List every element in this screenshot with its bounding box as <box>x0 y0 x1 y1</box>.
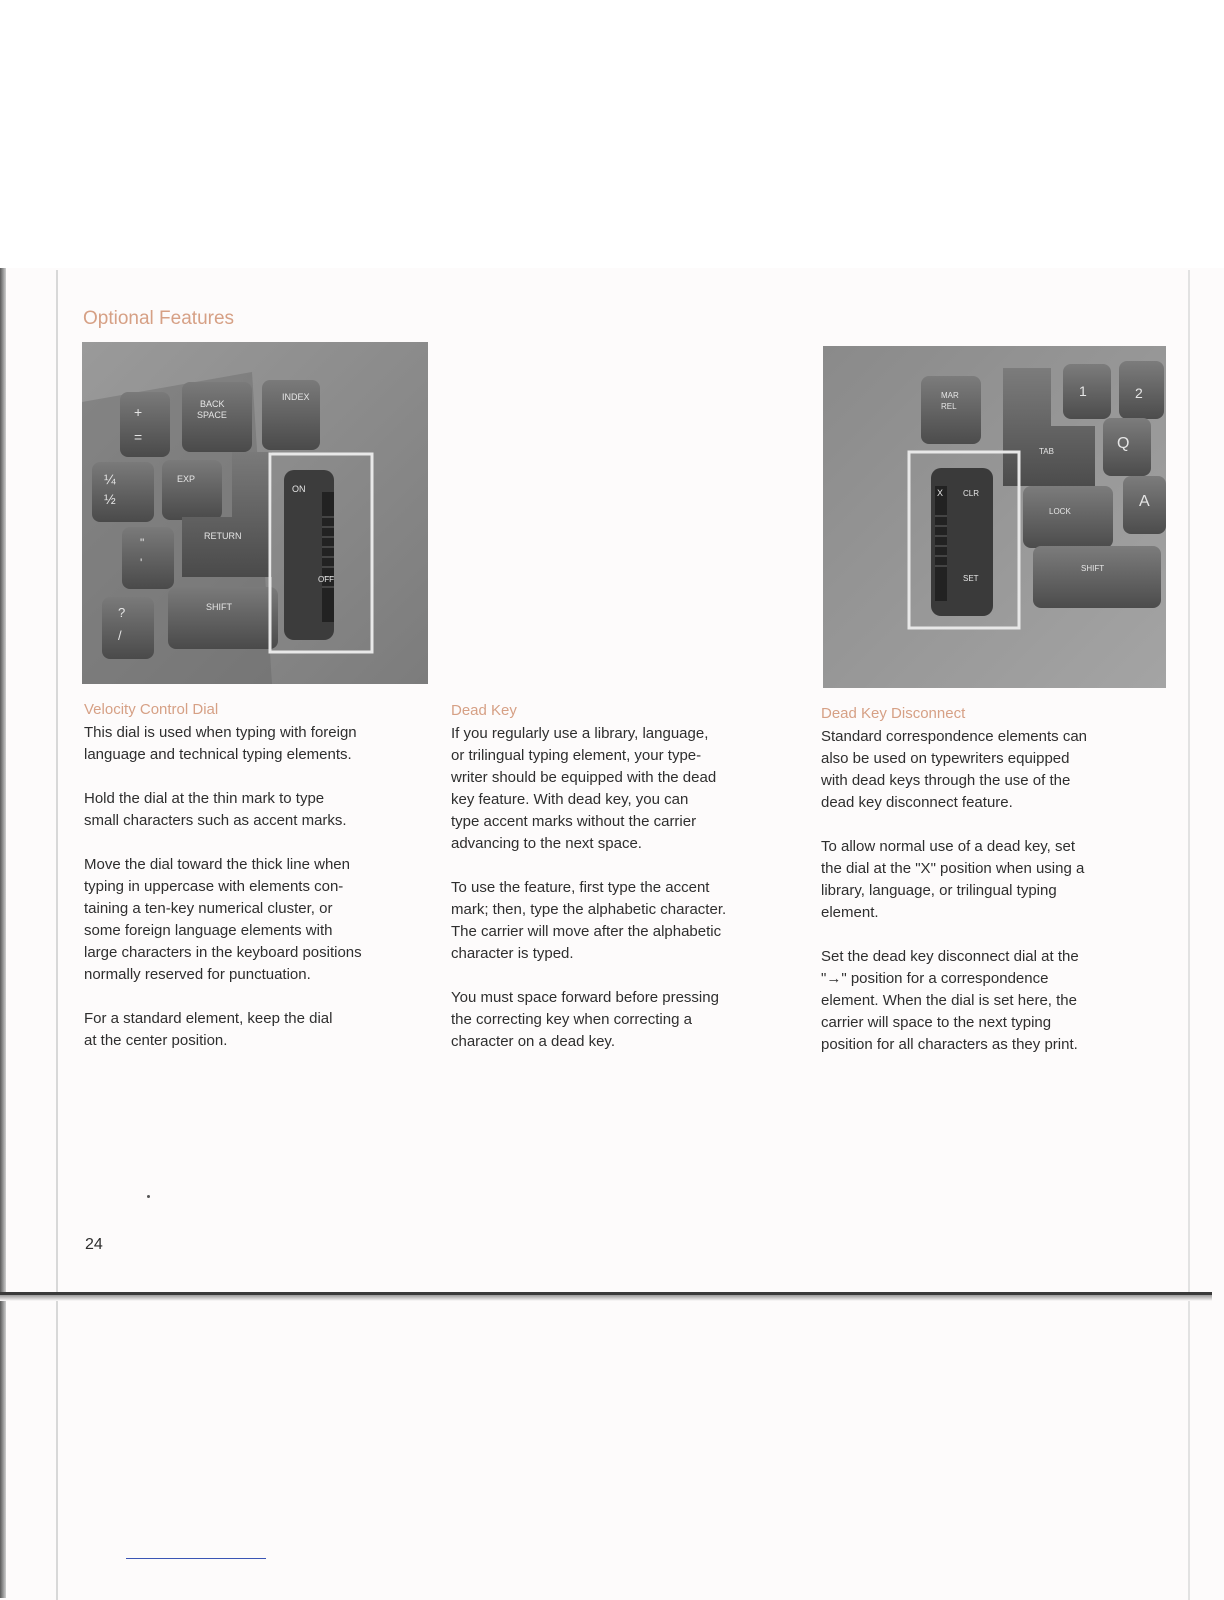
velocity-paragraph: Hold the dial at the thin mark to type small characters such as accent marks. <box>84 790 347 829</box>
dead-key-disconnect-photo <box>823 346 1166 688</box>
key-shift <box>168 587 278 649</box>
key-two <box>1119 361 1164 419</box>
footer-underline <box>126 1558 266 1559</box>
svg-text:': ' <box>140 556 143 570</box>
section-title: Optional Features <box>83 308 235 329</box>
key-exp <box>162 460 222 520</box>
svg-text:2: 2 <box>1135 385 1143 401</box>
svg-text:½: ½ <box>104 491 116 507</box>
svg-text:=: = <box>134 429 143 445</box>
svg-text:1: 1 <box>1079 383 1087 399</box>
svg-text:X: X <box>937 488 944 498</box>
key-lock <box>1023 486 1113 548</box>
svg-text:SHIFT: SHIFT <box>206 602 232 612</box>
dead-key-disconnect-paragraph: To allow normal use of a dead key, set the dial at the "X" position when using a library, language, or trilingual typing element. <box>821 838 1085 921</box>
svg-text:INDEX: INDEX <box>282 392 310 402</box>
velocity-dial-photo <box>82 342 428 684</box>
svg-text:?: ? <box>118 605 126 620</box>
svg-text:REL: REL <box>941 402 957 411</box>
key-index <box>262 380 320 450</box>
dead-key-heading: Dead Key <box>451 702 517 719</box>
key-quarter-half <box>92 462 154 522</box>
dead-key-disconnect-heading: Dead Key Disconnect <box>821 705 966 722</box>
key-a <box>1123 476 1166 534</box>
svg-text:+: + <box>134 404 143 420</box>
key-mar-rel <box>921 376 981 444</box>
svg-text:ON: ON <box>292 484 306 494</box>
svg-text:BACK: BACK <box>200 399 225 409</box>
svg-text:OFF: OFF <box>318 575 334 584</box>
key-question-slash <box>102 597 154 659</box>
svg-text:CLR: CLR <box>963 489 980 498</box>
svg-text:A: A <box>1139 493 1150 510</box>
page-left-edge <box>0 268 6 1598</box>
svg-text:TAB: TAB <box>1039 447 1054 456</box>
key-q <box>1103 418 1151 476</box>
key-backspace <box>182 382 252 452</box>
dead-key-section <box>451 701 801 1075</box>
svg-text:Q: Q <box>1117 435 1130 452</box>
svg-text:¼: ¼ <box>104 471 116 487</box>
svg-text:RETURN: RETURN <box>204 531 242 541</box>
key-one <box>1063 364 1111 419</box>
velocity-paragraph: Move the dial toward the thick line when typing in uppercase with elements con- taining a ten-key numerical cluster, or some foreign language elements with large characters in the keyboard positions normally reserved for punctuation. <box>84 856 362 983</box>
key-plus-equals <box>120 392 170 457</box>
velocity-control-section <box>84 700 434 1074</box>
dead-key-disconnect-section <box>821 704 1171 1078</box>
svg-text:SPACE: SPACE <box>197 410 227 420</box>
stray-mark <box>147 1195 150 1198</box>
svg-text:/: / <box>118 628 122 643</box>
svg-text:MAR: MAR <box>941 391 959 400</box>
dead-key-disconnect-paragraph: Standard correspondence elements can also be used on typewriters equipped with dead keys through the use of the dead key disconnect feature. <box>821 728 1088 811</box>
velocity-paragraph: This dial is used when typing with foreign language and technical typing elements. <box>84 724 357 763</box>
dead-key-paragraph: To use the feature, first type the accent mark; then, type the alphabetic character. The carrier will move after the alphabetic character is typed. <box>451 879 727 962</box>
svg-text:EXP: EXP <box>177 474 196 484</box>
dead-key-paragraph: If you regularly use a library, language, or trilingual typing element, your type- writer should be equipped with the dead key feature. With dead key, you can type accent marks without the carrier advancing to the next space. <box>451 725 717 852</box>
right-margin-rule <box>1188 270 1190 1600</box>
page-bottom-shadow <box>0 1295 1212 1301</box>
key-quote <box>122 527 174 589</box>
svg-text:LOCK: LOCK <box>1049 507 1071 516</box>
svg-text:SHIFT: SHIFT <box>1081 564 1105 573</box>
velocity-control-heading: Velocity Control Dial <box>84 701 219 718</box>
velocity-paragraph: For a standard element, keep the dial at the center position. <box>84 1010 333 1049</box>
key-shift-right <box>1033 546 1161 608</box>
svg-text:SET: SET <box>963 574 979 583</box>
dead-key-paragraph: You must space forward before pressing the correcting key when correcting a character on a dead key. <box>451 989 719 1050</box>
page-number: 24 <box>85 1236 103 1253</box>
svg-text:": " <box>140 536 145 550</box>
dead-key-disconnect-paragraph: Set the dead key disconnect dial at the "→" position for a correspondence element. When the dial is set here, the carrier will space to the next typing position for all characters as they print. <box>821 948 1079 1053</box>
left-margin-rule <box>56 270 58 1600</box>
